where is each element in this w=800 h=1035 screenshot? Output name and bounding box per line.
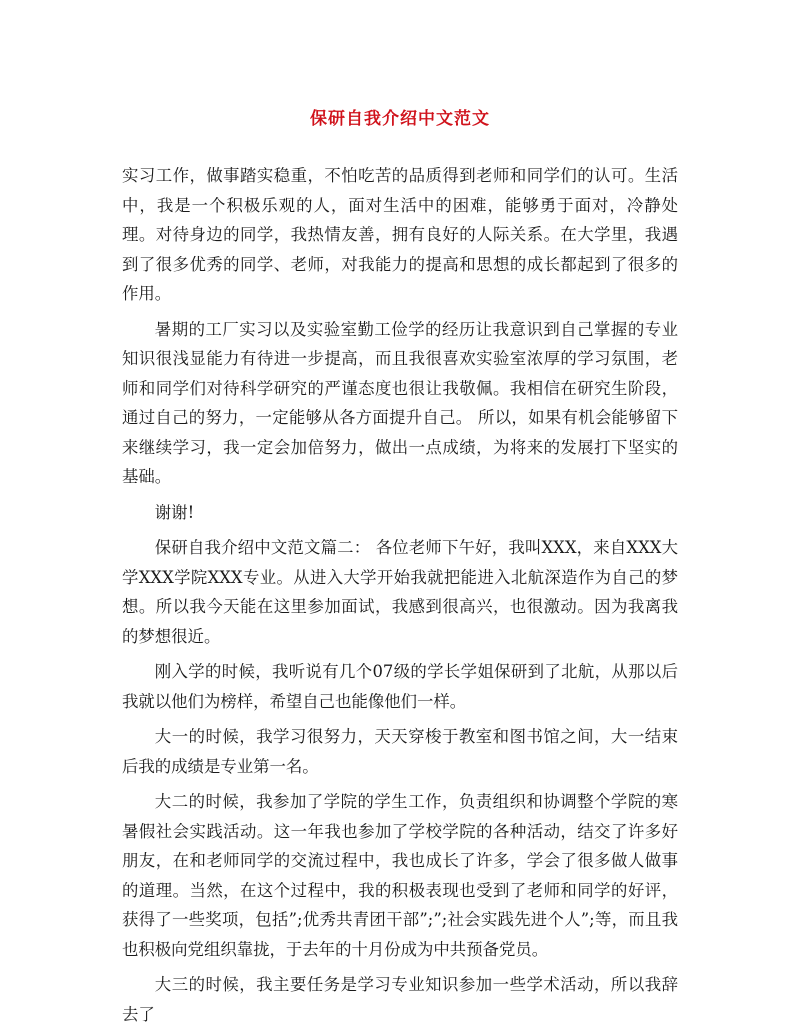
paragraph-1: 实习工作，做事踏实稳重，不怕吃苦的品质得到老师和同学们的认可。生活中，我是一个积极乐观的人，面对生活中的困难，能够勇于面对，冷静处理。对待身边的同学，我热情友善，拥有良好的人际关系。在大学里，我遇到了很多优秀的同学、老师，对我能力的提高和思想的成长都起到了很多的作用。 — [122, 166, 678, 303]
paragraph-6: 大一的时候，我学习很努力，天天穿梭于教室和图书馆之间，大一结束后我的成绩是专业第一名。 — [122, 727, 678, 776]
paragraph-2: 暑期的工厂实习以及实验室勤工俭学的经历让我意识到自己掌握的专业知识很浅显能力有待进一步提高，而且我很喜欢实验室浓厚的学习氛围，老师和同学们对待科学研究的严谨态度也很让我敬佩。我相信在研究生阶段，通过自己的努力，一定能够从各方面提升自己。 所以，如果有机会能够留下来继续学习，我一定会加倍努力，做出一点成绩，为将来的发展打下坚实的基础。 — [122, 319, 678, 486]
paragraph-8: 大三的时候，我主要任务是学习专业知识参加一些学术活动，所以我辞去了 — [122, 975, 678, 1024]
document-body — [122, 161, 678, 1035]
paragraph-5: 刚入学的时候，我听说有几个07级的学长学姐保研到了北航，从那以后我就以他们为榜样，希望自己也能像他们一样。 — [122, 662, 678, 711]
paragraph-7: 大二的时候，我参加了学院的学生工作，负责组织和协调整个学院的寒暑假社会实践活动。这一年我也参加了学校学院的各种活动，结交了许多好朋友，在和老师同学的交流过程中，我也成长了许多，学会了很多做人做事的道理。当然，在这个过程中，我的积极表现也受到了老师和同学的好评，获得了一些奖项，包括”;优秀共青团干部”;”;社会实践先进个人”;等，而且我也积极向党组织靠拢，于去年的十月份成为中共预备党员。 — [122, 792, 678, 959]
document-title: 保研自我介绍中文范文 — [310, 109, 490, 129]
paragraph-3: 谢谢! — [154, 502, 195, 522]
paragraph-4: 保研自我介绍中文范文篇二： 各位老师下午好，我叫XXX，来自XXX大学XXX学院XXX专业。从进入大学开始我就把能进入北航深造作为自己的梦想。所以我今天能在这里参加面试，我感到很高兴，也很激动。因为我离我的梦想很近。 — [122, 538, 678, 646]
